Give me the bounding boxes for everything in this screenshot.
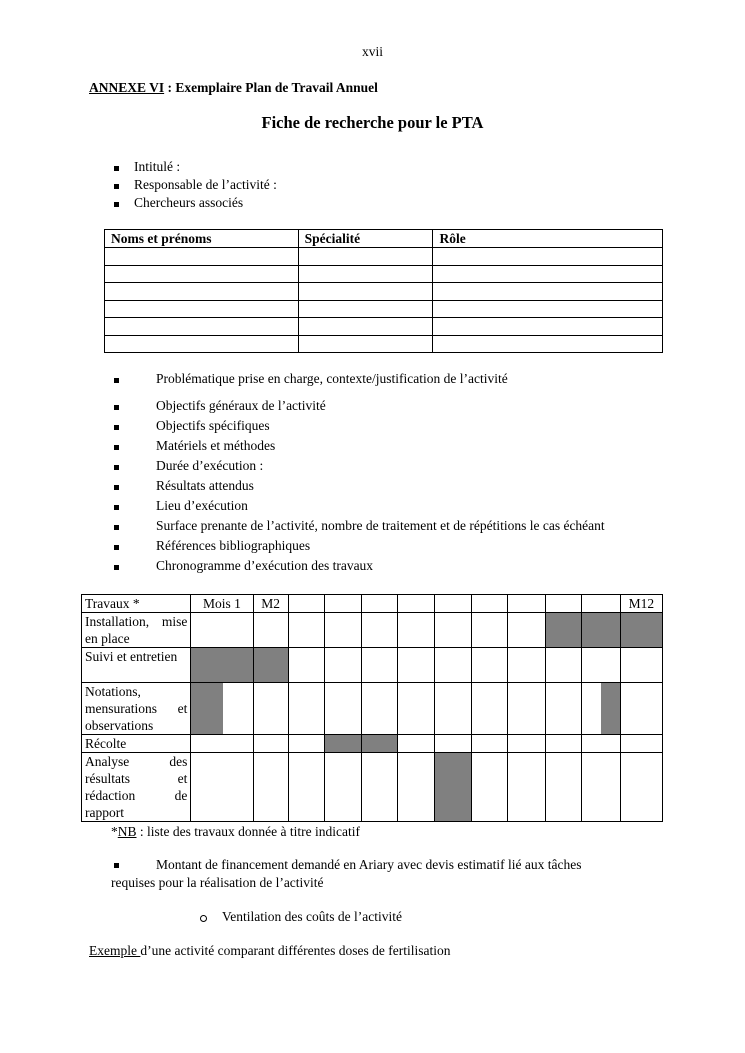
month-cell[interactable] — [620, 648, 662, 683]
month-cell[interactable] — [398, 648, 435, 683]
month-cell[interactable] — [288, 648, 324, 683]
header-specialite: Spécialité — [298, 230, 433, 248]
month-cell[interactable] — [472, 613, 508, 648]
bullet-marker — [114, 485, 119, 490]
bullet-references: Références bibliographiques — [156, 538, 311, 553]
month-cell[interactable] — [398, 753, 435, 822]
month-cell[interactable] — [508, 613, 545, 648]
month-cell-active[interactable] — [191, 648, 253, 683]
bullet-marker — [114, 184, 119, 189]
bullet-chercheurs: Chercheurs associés — [134, 195, 244, 210]
header-month-7 — [435, 595, 472, 613]
month-cell[interactable] — [508, 648, 545, 683]
month-cell[interactable] — [288, 613, 324, 648]
bullet-marker — [114, 545, 119, 550]
sub-bullet-marker — [200, 915, 207, 922]
month-cell[interactable] — [620, 735, 662, 753]
month-cell[interactable] — [398, 735, 435, 753]
annex-title: : Exemplaire Plan de Travail Annuel — [164, 80, 378, 95]
bullet-marker — [114, 425, 119, 430]
bullet-marker — [114, 378, 119, 383]
month-cell[interactable] — [191, 735, 253, 753]
table-cell[interactable] — [105, 335, 299, 353]
example-text: d’une activité comparant différentes doses de fertilisation — [140, 943, 451, 958]
month-cell[interactable] — [508, 753, 545, 822]
month-cell[interactable] — [288, 683, 324, 735]
header-month-8 — [472, 595, 508, 613]
month-cell[interactable] — [191, 683, 253, 735]
table-row — [105, 300, 663, 318]
month-cell-active[interactable] — [324, 735, 361, 753]
bullet-objectifs-specifiques: Objectifs spécifiques — [156, 418, 270, 433]
row-label: Analyse des résultats et rédaction de rapport — [82, 753, 191, 822]
bullet-responsable: Responsable de l’activité : — [134, 177, 277, 192]
chronogram-row-installation — [82, 613, 663, 648]
month-cell[interactable] — [398, 613, 435, 648]
chronogram-row-suivi — [82, 648, 663, 683]
month-cell[interactable] — [324, 613, 361, 648]
header-month-10 — [545, 595, 581, 613]
month-cell-active[interactable] — [435, 753, 472, 822]
month-cell[interactable] — [288, 735, 324, 753]
bullet-marker — [114, 863, 119, 868]
month-cell[interactable] — [191, 613, 253, 648]
month-cell[interactable] — [472, 648, 508, 683]
bullet-marker — [114, 445, 119, 450]
table-cell[interactable] — [433, 335, 663, 353]
example-label: Exemple — [89, 943, 141, 958]
bullet-marker — [114, 505, 119, 510]
header-month-6 — [398, 595, 435, 613]
note-text: : liste des travaux donnée à titre indicatif — [136, 824, 360, 839]
month-cell[interactable] — [545, 683, 581, 735]
row-label: Suivi et entretien — [82, 648, 191, 683]
month-cell[interactable] — [435, 683, 472, 735]
table-cell[interactable] — [298, 318, 433, 336]
month-cell[interactable] — [472, 683, 508, 735]
table-cell[interactable] — [433, 300, 663, 318]
row-label: Notations, mensurations et observations — [82, 683, 191, 735]
month-cell[interactable] — [253, 613, 288, 648]
month-cell[interactable] — [324, 753, 361, 822]
header-month-3 — [288, 595, 324, 613]
table-cell[interactable] — [298, 335, 433, 353]
table-cell[interactable] — [105, 283, 299, 301]
bullet-duree: Durée d’exécution : — [156, 458, 264, 473]
note-prefix: * — [111, 824, 118, 839]
chronogram-row-recolte — [82, 735, 663, 753]
month-cell[interactable] — [545, 753, 581, 822]
month-cell[interactable] — [435, 648, 472, 683]
table-cell[interactable] — [433, 248, 663, 266]
month-cell[interactable] — [581, 648, 620, 683]
partial-bar — [191, 683, 223, 734]
header-role: Rôle — [433, 230, 663, 248]
header-month-9 — [508, 595, 545, 613]
note-nb: NB — [117, 824, 137, 839]
header-month-12: M12 — [620, 595, 662, 613]
page-title: Fiche de recherche pour le PTA — [261, 113, 484, 132]
month-cell[interactable] — [620, 753, 662, 822]
header-month-5 — [361, 595, 397, 613]
chronogram-row-notations — [82, 683, 663, 735]
month-cell[interactable] — [253, 683, 288, 735]
bullet-intitule: Intitulé : — [134, 159, 181, 174]
table-cell[interactable] — [433, 318, 663, 336]
cost-breakdown: Ventilation des coûts de l’activité — [222, 909, 402, 924]
month-cell[interactable] — [324, 648, 361, 683]
bullet-objectifs-generaux: Objectifs généraux de l’activité — [156, 398, 326, 413]
month-cell[interactable] — [288, 753, 324, 822]
table-cell[interactable] — [298, 300, 433, 318]
month-cell[interactable] — [472, 753, 508, 822]
funding-line-2: requises pour la réalisation de l’activité — [111, 875, 324, 890]
chronogram-row-analyse — [82, 753, 663, 822]
month-cell[interactable] — [361, 613, 397, 648]
table-row — [105, 248, 663, 266]
bullet-lieu: Lieu d’exécution — [156, 498, 248, 513]
chronogram-header-row — [82, 595, 663, 613]
chronogram-table — [81, 594, 663, 822]
month-cell[interactable] — [398, 683, 435, 735]
month-cell[interactable] — [435, 613, 472, 648]
month-cell-active[interactable] — [361, 735, 397, 753]
month-cell[interactable] — [545, 735, 581, 753]
bullet-problematique: Problématique prise en charge, contexte/justification de l’activité — [156, 371, 508, 386]
month-cell[interactable] — [253, 735, 288, 753]
funding-line-1: Montant de financement demandé en Ariary avec devis estimatif lié aux tâches — [156, 857, 582, 872]
table-cell[interactable] — [298, 248, 433, 266]
table-row — [105, 335, 663, 353]
month-cell-active[interactable] — [620, 613, 662, 648]
bullet-marker — [114, 465, 119, 470]
annex-heading — [89, 80, 378, 96]
month-cell[interactable] — [472, 735, 508, 753]
month-cell[interactable] — [361, 683, 397, 735]
researchers-table — [104, 229, 663, 353]
table-cell[interactable] — [105, 265, 299, 283]
example-line — [89, 943, 451, 959]
month-cell-active[interactable] — [253, 648, 288, 683]
table-cell[interactable] — [105, 248, 299, 266]
partial-bar — [601, 683, 620, 734]
table-row — [105, 318, 663, 336]
bullet-marker — [114, 525, 119, 530]
month-cell[interactable] — [545, 648, 581, 683]
bullet-marker — [114, 202, 119, 207]
table-header-row — [105, 230, 663, 248]
bullet-materiels: Matériels et méthodes — [156, 438, 276, 453]
month-cell[interactable] — [191, 753, 253, 822]
header-month-2: M2 — [253, 595, 288, 613]
month-cell[interactable] — [581, 683, 620, 735]
table-cell[interactable] — [433, 265, 663, 283]
month-cell[interactable] — [620, 683, 662, 735]
table-cell[interactable] — [298, 283, 433, 301]
header-travaux: Travaux * — [82, 595, 191, 613]
month-cell[interactable] — [361, 648, 397, 683]
month-cell-active[interactable] — [545, 613, 581, 648]
header-noms: Noms et prénoms — [105, 230, 299, 248]
month-cell[interactable] — [508, 683, 545, 735]
month-cell[interactable] — [581, 753, 620, 822]
row-label: Installation, mise en place — [82, 613, 191, 648]
bullet-chronogramme: Chronogramme d’exécution des travaux — [156, 558, 374, 573]
header-month-11 — [581, 595, 620, 613]
bullet-surface: Surface prenante de l’activité, nombre de traitement et de répétitions le cas échéant — [156, 518, 605, 533]
month-cell[interactable] — [508, 735, 545, 753]
bullet-resultats: Résultats attendus — [156, 478, 254, 493]
month-cell[interactable] — [581, 735, 620, 753]
row-label: Récolte — [82, 735, 191, 753]
footnote — [111, 824, 360, 840]
header-month-1: Mois 1 — [191, 595, 253, 613]
month-cell[interactable] — [361, 753, 397, 822]
table-row — [105, 265, 663, 283]
month-cell[interactable] — [324, 683, 361, 735]
table-cell[interactable] — [298, 265, 433, 283]
table-row — [105, 283, 663, 301]
table-cell[interactable] — [433, 283, 663, 301]
month-cell[interactable] — [435, 735, 472, 753]
annex-label: ANNEXE VI — [89, 80, 165, 95]
page-number: xvii — [361, 44, 383, 59]
header-month-4 — [324, 595, 361, 613]
month-cell[interactable] — [253, 753, 288, 822]
table-cell[interactable] — [105, 300, 299, 318]
bullet-marker — [114, 405, 119, 410]
month-cell-active[interactable] — [581, 613, 620, 648]
table-cell[interactable] — [105, 318, 299, 336]
bullet-marker — [114, 565, 119, 570]
bullet-marker — [114, 166, 119, 171]
